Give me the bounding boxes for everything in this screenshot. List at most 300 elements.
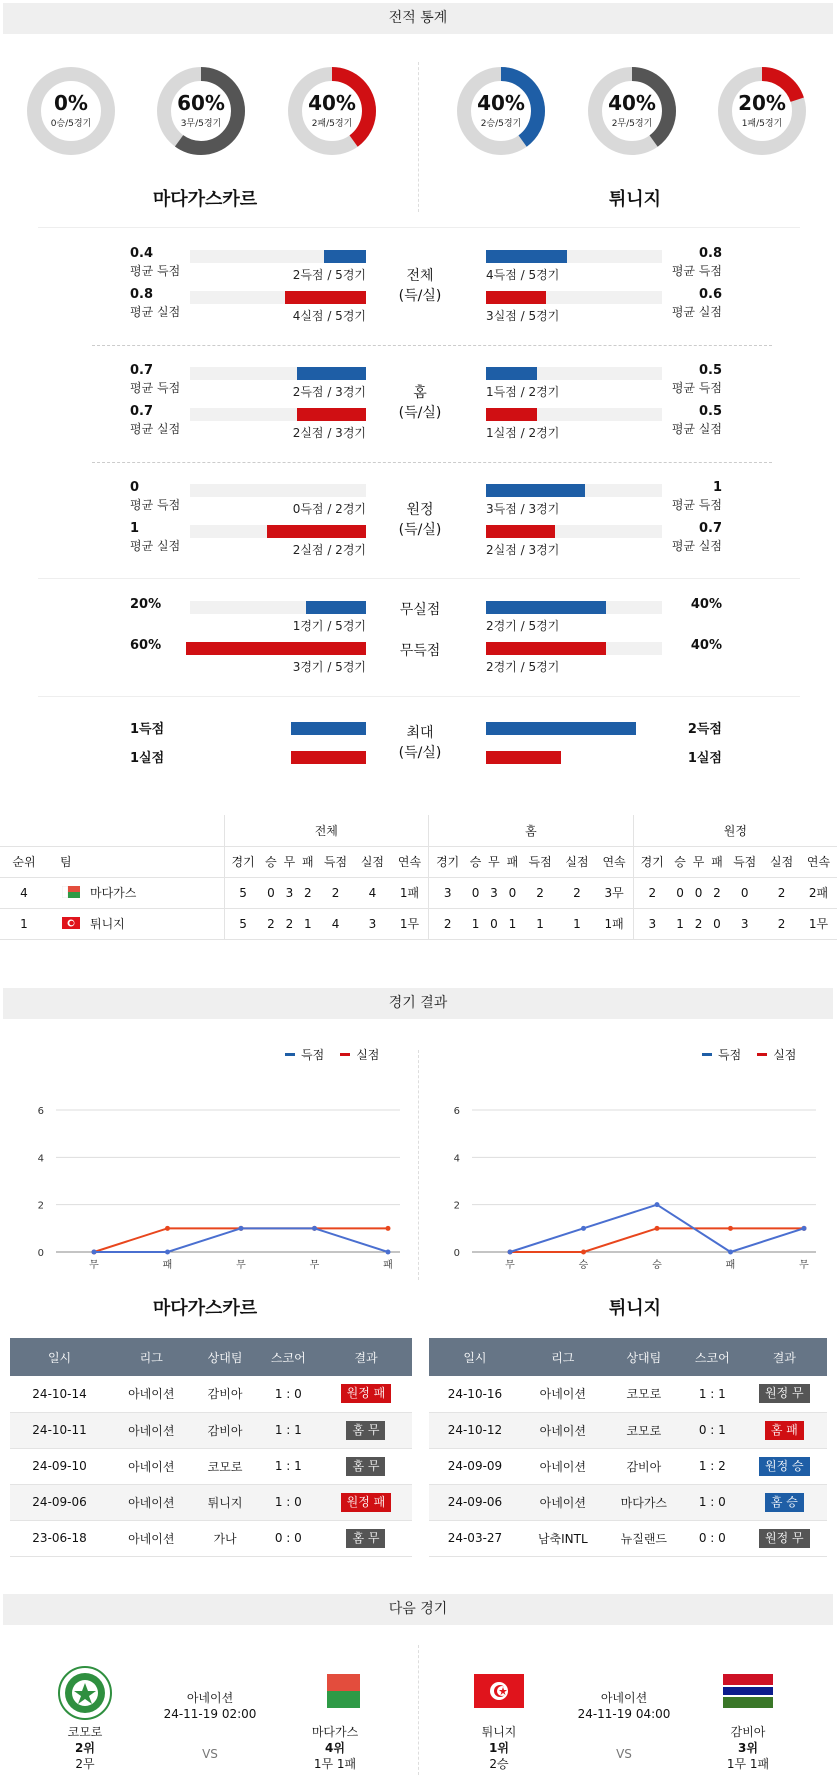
standings-cell: 5 [224, 877, 262, 908]
data-point [92, 1250, 97, 1255]
legend-conceded: 실점 [356, 1048, 380, 1062]
standings-row [0, 908, 837, 939]
standings-cell: 2 [522, 877, 559, 908]
comoros-emblem-icon [58, 1666, 112, 1720]
away-stat-detail: 3득점 / 3경기 [486, 502, 560, 516]
standings-col-header: 실점 [763, 846, 800, 877]
standings-cell: 0 [689, 877, 707, 908]
table-row [429, 1520, 827, 1556]
home-stat-detail: 4실점 / 5경기 [292, 309, 366, 323]
home-stat-label: 평균 득점 [130, 498, 181, 512]
separator [38, 227, 800, 228]
result-score: 1 : 0 [257, 1376, 320, 1412]
standings-col-header: 연속 [800, 846, 837, 877]
away-max-bar [486, 722, 636, 735]
chart-legend-away [702, 1046, 796, 1063]
result-date: 24-10-14 [10, 1376, 109, 1412]
team-record: 2무 [75, 1757, 95, 1771]
away-stat-value: 40% [690, 597, 722, 612]
away-stat-bar [486, 291, 546, 304]
team-name: 튀니지 [90, 917, 125, 931]
result-badge: 홈 승 [765, 1493, 804, 1512]
standings-cell: 0 [503, 877, 521, 908]
max-group-title: 최대 [406, 725, 434, 741]
result-league: 아네이션 [521, 1376, 605, 1412]
result-league: 남축INTL [521, 1520, 605, 1556]
away-results-chart [446, 1090, 826, 1270]
home-stat-detail: 2득점 / 5경기 [292, 268, 366, 282]
away-stat-value: 40% [690, 638, 722, 653]
data-point [655, 1202, 660, 1207]
next-match-2-info [564, 1690, 684, 1762]
home-stat-value: 20% [130, 597, 162, 612]
result-opp: 코모로 [605, 1412, 683, 1448]
result-badge: 원정 패 [341, 1493, 392, 1512]
standings-cell: 2 [763, 908, 800, 939]
y-tick-label: 0 [453, 1248, 460, 1259]
result-score: 0 : 0 [683, 1520, 742, 1556]
away-stat-value: 0.5 [698, 363, 722, 378]
away-stat-bar [486, 367, 537, 380]
standings-col-header: 경기 [224, 846, 262, 877]
y-tick-label: 4 [453, 1153, 460, 1165]
standings-col-header: 무 [689, 846, 707, 877]
x-tick-label: 패 [383, 1260, 393, 1270]
away-stat-detail: 2경기 / 5경기 [486, 619, 560, 633]
result-league: 아네이션 [109, 1448, 193, 1484]
stat-row-title: 무득점 [399, 643, 441, 659]
data-point [508, 1250, 513, 1255]
result-cell [320, 1520, 412, 1556]
standings-cell: 3 [429, 877, 467, 908]
divider [418, 62, 419, 212]
result-league: 아네이션 [521, 1484, 605, 1520]
result-date: 24-09-06 [10, 1484, 109, 1520]
standings-cell: 3 [485, 877, 503, 908]
team-rank: 1 [0, 908, 48, 939]
home-stat-track [190, 484, 366, 497]
result-opp: 코모로 [193, 1448, 256, 1484]
max-group-title: (득/실) [398, 745, 442, 761]
away-stat-bar [486, 525, 555, 538]
team-rank: 1위 [489, 1741, 509, 1755]
stat-group-title: 홈 [413, 385, 427, 401]
away-max-value: 2득점 [687, 722, 722, 737]
team-record: 1무 1패 [726, 1757, 770, 1771]
away-stat-detail: 1실점 / 2경기 [486, 426, 560, 440]
legend-scored: 득점 [718, 1048, 742, 1062]
data-point [386, 1226, 391, 1231]
group-away: 원정 [633, 815, 837, 846]
donut-percent: 40% [308, 91, 356, 115]
away-stat-label: 평균 실점 [671, 422, 722, 436]
standings-cell: 0 [262, 877, 280, 908]
away-stat-value: 1 [712, 480, 722, 495]
standings-cell: 3 [726, 908, 763, 939]
match-time: 24-11-19 02:00 [163, 1707, 257, 1721]
stat-group-title: (득/실) [398, 405, 442, 421]
home-max-bar [291, 751, 366, 764]
gambia-flag-icon [723, 1674, 773, 1708]
away-stat-value: 0.6 [698, 287, 722, 302]
away-stat-label: 평균 실점 [671, 539, 722, 553]
section-header-next: 다음 경기 [3, 1594, 833, 1625]
home-max-value: 1득점 [130, 722, 165, 737]
legend-conceded-swatch [757, 1053, 767, 1056]
home-stat-value: 0.7 [130, 404, 154, 419]
team-rank: 2위 [75, 1741, 95, 1755]
home-stat-detail: 2실점 / 2경기 [292, 543, 366, 557]
result-score: 1 : 0 [683, 1484, 742, 1520]
standings-cell: 2 [559, 877, 596, 908]
next-match-1-team1 [38, 1724, 132, 1772]
standings-col-header: 경기 [633, 846, 671, 877]
home-stat-bar [186, 642, 366, 655]
away-stat-bar [486, 642, 606, 655]
standings-cell: 0 [708, 908, 726, 939]
x-tick-label: 무 [505, 1260, 515, 1270]
y-tick-label: 2 [453, 1200, 460, 1212]
standings-cell: 2 [317, 877, 354, 908]
away-max-bar [486, 751, 561, 764]
home-max-value: 1실점 [130, 751, 165, 766]
result-score: 1 : 1 [683, 1376, 742, 1412]
standings-cell: 0 [726, 877, 763, 908]
madagascar-flag-icon [62, 886, 80, 901]
results-col-header: 일시 [10, 1338, 109, 1376]
away-stat-value: 0.5 [698, 404, 722, 419]
y-tick-label: 6 [37, 1106, 44, 1117]
stat-group-title: 원정 [406, 502, 434, 518]
home-stat-bar [324, 250, 366, 263]
away-stat-bar [486, 408, 537, 421]
data-point [165, 1226, 170, 1231]
y-tick-label: 0 [37, 1248, 44, 1259]
standings-col-header: 무 [280, 846, 298, 877]
y-tick-label: 6 [453, 1106, 460, 1117]
separator [92, 462, 772, 463]
home-stat-value: 0.8 [130, 287, 154, 302]
legend-scored-swatch [702, 1053, 712, 1056]
stat-row-title: 무실점 [399, 602, 441, 618]
home-results-chart [30, 1090, 410, 1270]
standings-cell: 1패 [391, 877, 429, 908]
divider [418, 1050, 419, 1280]
y-tick-label: 4 [37, 1153, 44, 1165]
standings-cell: 3 [280, 877, 298, 908]
result-score: 1 : 0 [257, 1484, 320, 1520]
team-cell [48, 877, 224, 908]
result-opp: 코모로 [605, 1376, 683, 1412]
home-stat-label: 평균 득점 [130, 381, 181, 395]
result-opp: 감비아 [193, 1412, 256, 1448]
tunisia-flag-icon [474, 1674, 524, 1708]
standings-cell: 2 [280, 908, 298, 939]
result-cell [742, 1520, 827, 1556]
away-team-name-results: 튀니지 [608, 1298, 662, 1319]
result-cell [320, 1484, 412, 1520]
home-stat-detail: 2실점 / 3경기 [292, 426, 366, 440]
table-row [429, 1448, 827, 1484]
result-badge: 홈 패 [765, 1421, 804, 1440]
results-col-header: 리그 [521, 1338, 605, 1376]
away-stat-detail: 3실점 / 5경기 [486, 309, 560, 323]
stat-group-title: (득/실) [398, 288, 442, 304]
home-stat-detail: 3경기 / 5경기 [292, 660, 366, 674]
tunisia-flag-icon [62, 917, 80, 932]
team-rank: 3위 [738, 1741, 758, 1755]
home-stat-bar [297, 408, 366, 421]
result-opp: 가나 [193, 1520, 256, 1556]
standings-cell: 2 [708, 877, 726, 908]
team-rank: 4위 [325, 1741, 345, 1755]
x-tick-label: 승 [652, 1260, 662, 1270]
data-point [655, 1226, 660, 1231]
result-cell [320, 1412, 412, 1448]
legend-conceded-swatch [340, 1053, 350, 1056]
result-badge: 홈 무 [346, 1457, 385, 1476]
home-stat-value: 0.7 [130, 363, 154, 378]
series-line-conceded [510, 1228, 804, 1252]
result-date: 24-03-27 [429, 1520, 521, 1556]
results-col-header: 상대팀 [605, 1338, 683, 1376]
data-point [239, 1226, 244, 1231]
standings-cell: 2 [633, 877, 671, 908]
results-col-header: 결과 [742, 1338, 827, 1376]
home-stat-bar [285, 291, 366, 304]
data-point [728, 1250, 733, 1255]
x-tick-label: 승 [578, 1260, 589, 1270]
standings-cell: 2 [262, 908, 280, 939]
next-match-2-team1 [452, 1724, 546, 1772]
table-row [429, 1484, 827, 1520]
home-stat-value: 0 [130, 480, 140, 495]
data-point [802, 1226, 807, 1231]
group-all: 전체 [224, 815, 429, 846]
record-donut [586, 65, 678, 157]
donut-percent: 40% [477, 91, 525, 115]
x-tick-label: 패 [162, 1260, 173, 1270]
result-league: 아네이션 [109, 1412, 193, 1448]
results-col-header: 리그 [109, 1338, 193, 1376]
x-tick-label: 패 [725, 1260, 736, 1270]
y-tick-label: 2 [37, 1200, 44, 1212]
table-row [10, 1448, 412, 1484]
next-match-2-team2 [701, 1724, 795, 1772]
standings-cell: 1무 [800, 908, 837, 939]
home-team-name: 마다가스카르 [152, 189, 258, 210]
standings-cell: 1 [466, 908, 484, 939]
home-stat-detail: 0득점 / 2경기 [292, 502, 366, 516]
standings-cell: 1 [559, 908, 596, 939]
result-cell [742, 1448, 827, 1484]
data-point [386, 1250, 391, 1255]
standings-col-header: 실점 [354, 846, 391, 877]
results-col-header: 일시 [429, 1338, 521, 1376]
standings-cell: 3무 [595, 877, 633, 908]
result-score: 1 : 1 [257, 1412, 320, 1448]
standings-cell: 0 [466, 877, 484, 908]
series-line-scored [94, 1228, 388, 1252]
result-cell [742, 1376, 827, 1412]
result-score: 1 : 1 [257, 1448, 320, 1484]
standings-col-header: 연속 [391, 846, 429, 877]
standings-cell: 2 [299, 877, 317, 908]
result-date: 24-09-06 [429, 1484, 521, 1520]
table-row [429, 1376, 827, 1412]
away-stat-label: 평균 득점 [671, 381, 722, 395]
standings-col-header: 패 [708, 846, 726, 877]
home-stat-label: 평균 실점 [130, 305, 181, 319]
standings-col-header: 승 [262, 846, 280, 877]
standings-col-header: 연속 [595, 846, 633, 877]
result-date: 24-09-09 [429, 1448, 521, 1484]
results-col-header: 상대팀 [193, 1338, 256, 1376]
home-stat-label: 평균 실점 [130, 422, 181, 436]
donut-percent: 20% [738, 91, 786, 115]
standings-cell: 2 [689, 908, 707, 939]
result-badge: 홈 무 [346, 1421, 385, 1440]
standings-col-header: 득점 [726, 846, 763, 877]
team-rank: 4 [0, 877, 48, 908]
record-donut [716, 65, 808, 157]
donut-subtitle: 2승/5경기 [480, 119, 522, 129]
x-tick-label: 무 [89, 1260, 99, 1270]
result-date: 24-09-10 [10, 1448, 109, 1484]
result-league: 아네이션 [109, 1484, 193, 1520]
home-stat-value: 60% [130, 638, 162, 653]
home-stat-value: 1 [130, 521, 140, 536]
group-home: 홈 [429, 815, 634, 846]
vs-label: VS [616, 1747, 632, 1761]
data-point [165, 1250, 170, 1255]
x-tick-label: 무 [236, 1260, 246, 1270]
home-stat-detail: 1경기 / 5경기 [292, 619, 366, 633]
away-max-value: 1실점 [687, 751, 722, 766]
result-date: 24-10-16 [429, 1376, 521, 1412]
team-record: 2승 [489, 1757, 509, 1771]
standings-col-header: 승 [466, 846, 484, 877]
results-col-header: 스코어 [257, 1338, 320, 1376]
home-stat-value: 0.4 [130, 246, 154, 261]
team-name: 코모로 [67, 1725, 103, 1739]
standings-cell: 3 [633, 908, 671, 939]
match-time: 24-11-19 04:00 [577, 1707, 671, 1721]
away-stat-detail: 2경기 / 5경기 [486, 660, 560, 674]
away-stat-label: 평균 득점 [671, 498, 722, 512]
standings-cell: 1패 [595, 908, 633, 939]
separator [38, 696, 800, 697]
result-opp: 감비아 [605, 1448, 683, 1484]
team-name: 감비아 [730, 1725, 766, 1739]
result-league: 아네이션 [109, 1376, 193, 1412]
home-results-table [10, 1338, 412, 1557]
donut-percent: 60% [177, 91, 225, 115]
standings-col-header: 팀 [48, 846, 224, 877]
standings-col-header: 패 [503, 846, 521, 877]
result-opp: 튀니지 [193, 1484, 256, 1520]
record-donut [25, 65, 117, 157]
standings-cell: 2 [429, 908, 467, 939]
next-match-1-team2 [288, 1724, 382, 1772]
data-point [312, 1226, 317, 1231]
legend-scored: 득점 [301, 1048, 325, 1062]
result-cell [320, 1376, 412, 1412]
away-stat-bar [486, 601, 606, 614]
result-badge: 원정 승 [759, 1457, 810, 1476]
x-tick-label: 무 [799, 1260, 809, 1270]
team-name: 마다가스 [311, 1725, 359, 1739]
team-record: 1무 1패 [313, 1757, 357, 1771]
away-stat-detail: 2실점 / 3경기 [486, 543, 560, 557]
result-badge: 원정 무 [759, 1384, 810, 1403]
standings-col-header: 무 [485, 846, 503, 877]
standings-row [0, 877, 837, 908]
standings-col-header: 득점 [317, 846, 354, 877]
standings-col-header: 경기 [429, 846, 467, 877]
result-date: 23-06-18 [10, 1520, 109, 1556]
home-stat-detail: 2득점 / 3경기 [292, 385, 366, 399]
donut-subtitle: 2무/5경기 [611, 119, 653, 129]
record-donut [286, 65, 378, 157]
standings-col-header: 순위 [0, 846, 48, 877]
donut-subtitle: 1패/5경기 [741, 119, 783, 129]
legend-scored-swatch [285, 1053, 295, 1056]
away-stat-value: 0.7 [698, 521, 722, 536]
away-stat-detail: 4득점 / 5경기 [486, 268, 560, 282]
result-league: 아네이션 [109, 1520, 193, 1556]
result-league: 아네이션 [521, 1448, 605, 1484]
separator [38, 578, 800, 579]
standings-cell: 1무 [391, 908, 429, 939]
standings-cell: 3 [354, 908, 391, 939]
home-stat-label: 평균 득점 [130, 264, 181, 278]
data-point [581, 1250, 586, 1255]
donut-percent: 40% [608, 91, 656, 115]
away-stat-label: 평균 실점 [671, 305, 722, 319]
home-max-bar [291, 722, 366, 735]
standings-cell: 1 [503, 908, 521, 939]
table-row [10, 1484, 412, 1520]
match-league: 아네이션 [186, 1691, 234, 1705]
series-line-conceded [94, 1228, 388, 1252]
away-stat-label: 평균 득점 [671, 264, 722, 278]
vs-label: VS [202, 1747, 218, 1761]
result-score: 1 : 2 [683, 1448, 742, 1484]
standings-table [0, 815, 837, 965]
result-opp: 마다가스 [605, 1484, 683, 1520]
standings-cell: 1 [299, 908, 317, 939]
home-stat-bar [297, 367, 366, 380]
legend-conceded: 실점 [773, 1048, 797, 1062]
result-opp: 감비아 [193, 1376, 256, 1412]
standings-col-header: 실점 [559, 846, 596, 877]
result-league: 아네이션 [521, 1412, 605, 1448]
result-badge: 원정 무 [759, 1529, 810, 1548]
result-cell [742, 1484, 827, 1520]
table-row [429, 1412, 827, 1448]
team-name: 튀니지 [481, 1725, 517, 1739]
away-results-table [429, 1338, 827, 1557]
team-name: 마다가스 [90, 886, 137, 900]
result-cell [320, 1448, 412, 1484]
standings-col-header: 득점 [522, 846, 559, 877]
table-row [10, 1376, 412, 1412]
result-badge: 홈 무 [346, 1529, 385, 1548]
home-stat-bar [306, 601, 366, 614]
home-stat-bar [267, 525, 366, 538]
results-col-header: 결과 [320, 1338, 412, 1376]
